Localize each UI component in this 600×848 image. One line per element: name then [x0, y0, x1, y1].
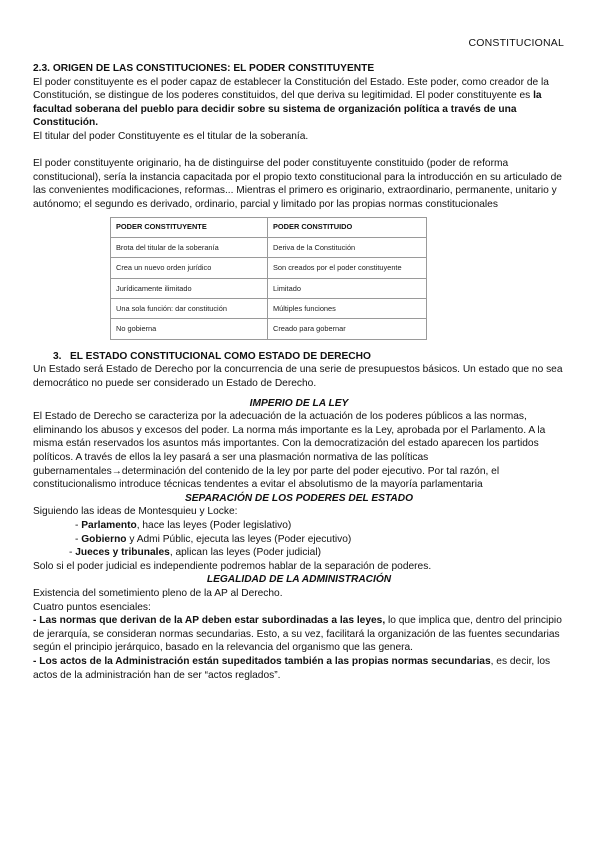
- list-item: [33, 533, 565, 547]
- separacion-intro: Siguiendo las ideas de Montesquieu y Locke:: [33, 506, 238, 518]
- table-cell: Brota del titular de la soberanía: [111, 237, 268, 257]
- table-cell: Jurídicamente ilimitado: [111, 278, 268, 298]
- imperio-paragraph: El Estado de Derecho se caracteriza por la adecuación de la actuación de los poderes públicos a las normas, eliminando los abusos y excesos del poder. La norma más importante es la Ley, aprobada por el Parlamento. A la misma están reservados los asuntos más importantes. Con la democratización del estado aparecen los partidos políticos. A través de ellos la ley pasará a ser una plasmación normativa de las políticas gubernamentales→determinación del contenido de la ley por parte del poder ejecutivo. Por tal razón, el constitucionalismo introduce técnicas tendentes a evitar el absolutismo de la mayoría parlamentaria: [33, 411, 546, 491]
- legalidad-title: LEGALIDAD DE LA ADMINISTRACIÓN: [206, 574, 392, 586]
- list-item-bold: Parlamento: [81, 520, 137, 531]
- table-cell: Limitado: [268, 278, 427, 298]
- table-row: [111, 319, 427, 339]
- table-row: [111, 258, 427, 278]
- list-item: [33, 546, 565, 560]
- table-header-cell: PODER CONSTITUYENTE: [111, 217, 268, 237]
- document-body: [33, 62, 565, 682]
- list-item-text: , hace las leyes (Poder legislativo): [136, 520, 292, 531]
- table-row: [111, 278, 427, 298]
- table-cell: Deriva de la Constitución: [268, 237, 427, 257]
- list-item-text: , aplican las leyes (Poder judicial): [169, 547, 321, 559]
- table-cell: Creado para gobernar: [268, 319, 427, 339]
- list-dash: -: [75, 533, 82, 545]
- paragraph-text: El poder constituyente es el poder capaz de establecer la Constitución del Estado. Este poder, como creador de la Constitución, se distingue de los poderes constituidos, del que deriva su legitimidad. El poder constituyente es: [33, 76, 549, 102]
- table-cell: Son creados por el poder constituyente: [268, 258, 427, 278]
- table-cell: No gobierna: [111, 319, 268, 339]
- point-bold-text: - Las normas que derivan de la AP deben estar subordinadas a las leyes,: [33, 615, 386, 627]
- separacion-closing: Solo si el poder judicial es independiente podremos hablar de la separación de poderes.: [33, 560, 432, 572]
- section-3-heading: 3. EL ESTADO CONSTITUCIONAL COMO ESTADO DE DERECHO: [53, 350, 371, 362]
- comparison-table: [110, 217, 427, 340]
- table-row: [111, 299, 427, 319]
- section-2-3-heading: 2.3. ORIGEN DE LAS CONSTITUCIONES: EL PODER CONSTITUYENTE: [33, 63, 375, 74]
- table-cell: Crea un nuevo orden jurídico: [111, 258, 268, 278]
- table-header-row: [111, 217, 427, 237]
- list-item-bold: Jueces y tribunales: [75, 547, 170, 559]
- table-cell: Una sola función: dar constitución: [111, 299, 268, 319]
- section-2-3-paragraph-1: [33, 76, 565, 130]
- legalidad-paragraph-2: Cuatro puntos esenciales:: [33, 601, 151, 613]
- list-dash: -: [69, 547, 76, 559]
- point-text: , es decir, los actos de la administración han de ser “actos reglados”.: [33, 655, 551, 681]
- point-bold-text: - Los actos de la Administración están supeditados también a las propias normas secundarias: [33, 655, 491, 667]
- legalidad-point-2: [33, 655, 565, 682]
- list-item-bold: Gobierno: [81, 533, 127, 545]
- point-text: lo que implica que, dentro del principio de jerarquía, se consideran normas secundarias. Esto, a su vez, facilitará la organización de las fuentes secundarias según el principio jerárquico, basado en la relevancia del organismo que las genera.: [33, 615, 562, 654]
- list-item: [33, 519, 565, 533]
- list-dash: -: [75, 520, 82, 531]
- page-header-title: CONSTITUCIONAL: [468, 37, 564, 49]
- paragraph-bold-text: la facultad soberana del pueblo para decidir sobre su sistema de organización política a través de una Constitución.: [33, 90, 542, 129]
- list-item-text: y Admi Públic, ejecuta las leyes (Poder ejecutivo): [126, 533, 352, 545]
- table-row: [111, 237, 427, 257]
- spacer: [33, 144, 565, 158]
- section-3-paragraph-1: Un Estado será Estado de Derecho por la concurrencia de una serie de presupuestos básicos. Un estado que no sea democrático no puede ser considerado un Estado de Derecho.: [33, 364, 563, 390]
- imperio-title: IMPERIO DE LA LEY: [249, 397, 349, 409]
- table-cell: Múltiples funciones: [268, 299, 427, 319]
- section-2-3-paragraph-2: El titular del poder Constituyente es el titular de la soberanía.: [33, 130, 309, 142]
- legalidad-point-1: [33, 614, 565, 655]
- section-2-3-paragraph-3: El poder constituyente originario, ha de distinguirse del poder constituyente constituido (poder de reforma constitucional), sería la instancia capacitada por el propio texto constitucional para la introducción en su articulado de las convenientes modificaciones, reformas... Mientras el primero es originario, extraordinario, permanente, unitario y autónomo; el segundo es derivado, ordinario, parcial y limitado por las propias normas constitucionales: [33, 158, 562, 210]
- legalidad-paragraph-1: Existencia del sometimiento pleno de la AP al Derecho.: [33, 587, 283, 599]
- table-header-cell: PODER CONSTITUIDO: [268, 217, 427, 237]
- separacion-title: SEPARACIÓN DE LOS PODERES DEL ESTADO: [184, 492, 414, 504]
